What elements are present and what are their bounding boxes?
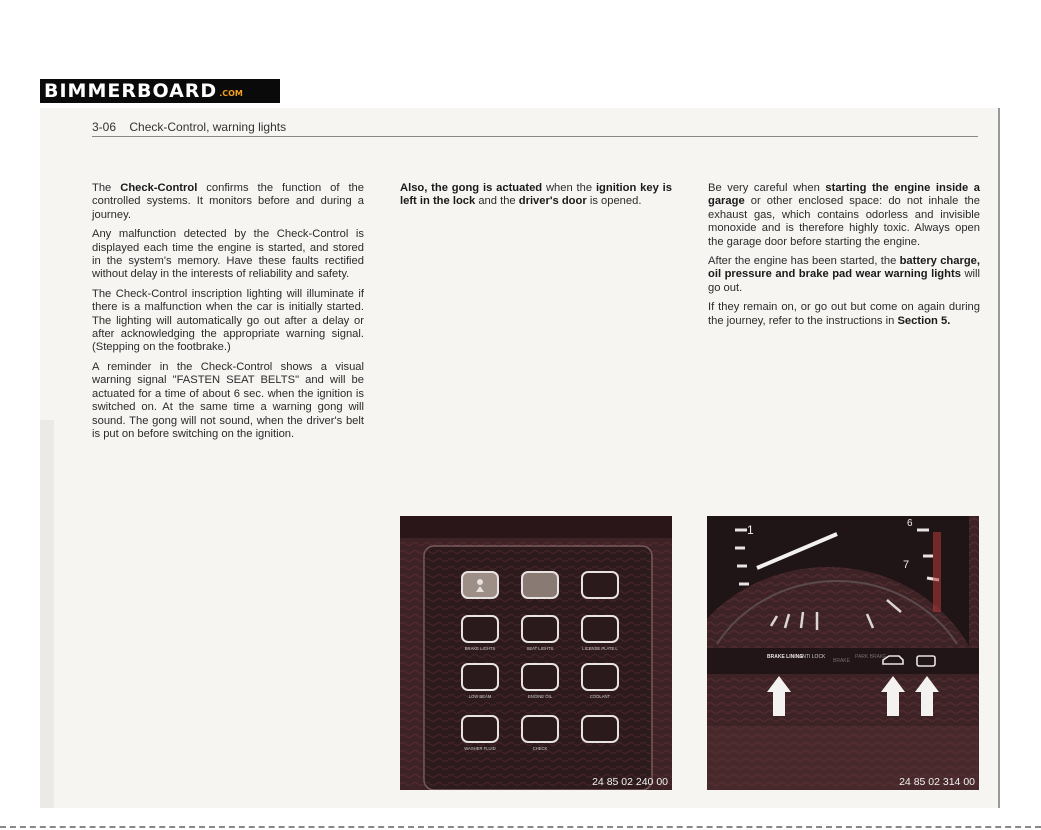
page-number: 3-06 <box>92 120 117 134</box>
text-run: Be very careful when <box>708 182 826 194</box>
check-control-panel-photo <box>400 516 672 790</box>
warning-label-brake: BRAKE <box>833 658 850 664</box>
emphasis-text: driver's door <box>518 195 587 208</box>
logo-suffix: .COM <box>219 89 243 98</box>
site-logo <box>40 79 280 103</box>
page-title: Check-Control, warning lights <box>129 120 287 134</box>
panel-label-washer-fluid: WASHER FLUID <box>464 746 496 751</box>
text-run: The <box>92 182 121 194</box>
panel-label-engine-oil: ENGINE OIL <box>528 694 552 699</box>
text-run: or other enclosed space: do not inhale the exhaust gas, which contains odorless and invisible monoxide and is therefore highly toxic. Always open the garage door before starting the engine. <box>708 195 980 248</box>
text-run: is opened. <box>586 195 642 208</box>
warning-label-anti-lock: ANTI LOCK <box>799 654 826 660</box>
emphasis-text: ignition key is left in the lock <box>400 182 672 208</box>
panel-label-check: CHECK <box>532 746 548 751</box>
col1-paragraph-2 <box>92 228 364 282</box>
emphasis-text: battery charge, oil pressure and brake pad wear warning lights <box>708 255 980 281</box>
photo-reference-code: 24 85 02 240 00 <box>592 776 668 788</box>
bottom-border <box>0 826 1041 828</box>
gauge-digit: 6 <box>907 518 913 529</box>
text-run: will go out. <box>708 268 980 294</box>
check-control-panel-illustration <box>400 516 672 790</box>
text-run: The Check-Control inscription lighting will illuminate if there is a malfunction when the car is initially started. The lighting will automatically go out after a delay or after acknowledging the appropriate warning signal. (Stepping on the footbrake.) <box>92 287 364 354</box>
text-column-1 <box>92 182 364 447</box>
gauge-digit: 1 <box>747 523 754 537</box>
logo-text: BIMMERBOARD <box>44 80 218 102</box>
warning-lights-photo <box>707 516 979 790</box>
col2-paragraph-1 <box>400 182 672 209</box>
panel-label-low-beam: LOW BEAM <box>468 694 492 699</box>
warning-label-park-brake: PARK BRAKE <box>855 654 887 660</box>
col3-paragraph-3 <box>708 301 980 328</box>
gauge-digit: 7 <box>903 559 910 571</box>
page-right-edge <box>998 108 1000 808</box>
emphasis-text: starting the engine inside a garage <box>708 182 981 208</box>
text-run: If they remain on, or go out but come on again during the journey, refer to the instructions in <box>708 301 980 327</box>
text-run: After the engine has been started, the <box>708 255 900 268</box>
header-rule <box>92 136 978 137</box>
emphasis-text: Section 5. <box>897 314 951 327</box>
col3-paragraph-2 <box>708 255 980 295</box>
col3-paragraph-1 <box>708 182 980 249</box>
page-shadow <box>40 420 54 808</box>
text-column-3 <box>708 182 980 334</box>
emphasis-text: Also, the gong is actuated <box>400 182 543 194</box>
panel-label-license-plate: LICENSE PLATE L <box>582 646 618 651</box>
text-run: A reminder in the Check-Control shows a visual warning signal "FASTEN SEAT BELTS" and will be actuated for a time of about 6 sec. when the ignition is switched on. At the same time a warning gong will sound. The gong will not sound, when the driver's belt is put on before switching on the ignition. <box>92 360 364 440</box>
photo-reference-code: 24 85 02 314 00 <box>899 776 975 788</box>
warning-label-brake-lining: BRAKE LINING <box>767 654 804 660</box>
emphasis-text: Check-Control <box>120 182 198 194</box>
text-run: when the <box>542 182 596 194</box>
text-column-2 <box>400 182 672 215</box>
panel-label-seat-lights: SEAT LIGHTS <box>526 646 554 651</box>
panel-label-brake-lights: BRAKE LIGHTS <box>464 646 496 651</box>
panel-label-coolant: COOLANT <box>589 694 611 699</box>
text-run: and the <box>475 195 519 208</box>
seatbelt-icon <box>477 579 483 585</box>
instrument-cluster-illustration <box>707 516 979 790</box>
text-run: confirms the function of the controlled systems. It monitors before and during a journey. <box>92 182 365 221</box>
col1-paragraph-3 <box>92 288 364 355</box>
text-run: Any malfunction detected by the Check-Control is displayed each time the engine is started, and stored in the system's memory. Have these faults rectified without delay in the interests of reliability and safety. <box>92 228 364 281</box>
col1-paragraph-1 <box>92 182 364 222</box>
col1-paragraph-4 <box>92 361 364 441</box>
page-header <box>92 120 286 134</box>
